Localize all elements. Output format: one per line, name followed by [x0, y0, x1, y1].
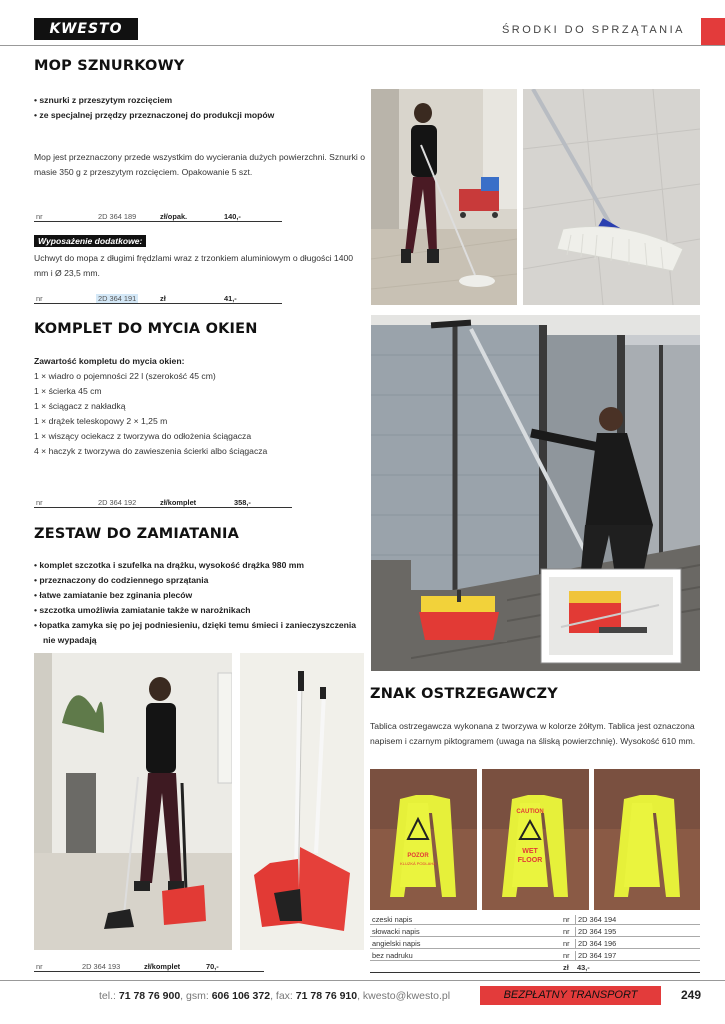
email-link[interactable]: , kwesto@kwesto.pl [357, 990, 451, 1002]
mop-bullets [34, 93, 274, 123]
mop-title: MOP SZNURKOWY [34, 58, 185, 74]
sign-text-en1: CAUTION [516, 809, 544, 815]
kit-item: 1 × ścierka 45 cm [34, 386, 102, 396]
red-bucket-image [411, 590, 507, 642]
accessory-description [34, 251, 353, 281]
table-row [370, 949, 700, 961]
mop-bullet: • ze specjalnej przędzy przeznaczonej do produkcji mopów [34, 108, 274, 123]
free-shipping-badge: BEZPŁATNY TRANSPORT [480, 986, 661, 1005]
sign-text-en3: FLOOR [517, 857, 543, 864]
accessory-desc-line: Uchwyt do mopa z długimi frędzlami wraz z trzonkiem aluminiowym o długości 1400 [34, 253, 354, 263]
window-kit-bucket [371, 560, 411, 671]
accessory-desc-line: mm i Ø 23,5 mm. [34, 268, 100, 278]
product-code[interactable]: 2D 364 197 [575, 951, 616, 960]
kit-item: 1 × wiszący ociekacz z tworzywa do odłożenia ściągacza [34, 431, 252, 441]
accessory-label: Wyposażenie dodatkowe: [34, 235, 146, 247]
mop-photo-person [371, 89, 517, 305]
variant-name: słowacki napis [372, 927, 420, 936]
nr-label: nr [563, 939, 570, 948]
price-unit: zł [563, 963, 569, 972]
sign-description [370, 719, 695, 749]
mop-price-row [34, 210, 282, 222]
sweep-bullet: • przeznaczony do codziennego sprzątania [34, 573, 356, 588]
sign-title: ZNAK OSTRZEGAWCZY [370, 686, 558, 702]
contact-info [99, 990, 450, 1002]
product-code[interactable]: 2D 364 189 [98, 212, 137, 221]
kit-item: 1 × drążek teleskopowy 2 × 1,25 m [34, 416, 168, 426]
gsm-label: , gsm: [180, 990, 209, 1002]
product-code[interactable]: 2D 364 194 [575, 915, 616, 924]
product-code[interactable]: 2D 364 196 [575, 939, 616, 948]
sign-photo-blank [594, 769, 700, 910]
price-unit: zł/opak. [160, 212, 188, 221]
kit-item: 4 × haczyk z tworzywa do zawieszenia ścierki albo ściągacza [34, 446, 268, 456]
page-header [0, 0, 725, 46]
kit-contents-label: Zawartość kompletu do mycia okien: [34, 356, 185, 366]
nr-label: nr [563, 927, 570, 936]
product-code[interactable]: 2D 364 195 [575, 927, 616, 936]
mop-bullet: • sznurki z przeszytym rozcięciem [34, 93, 274, 108]
tel-label: tel.: [99, 990, 116, 1002]
tel-number[interactable]: 71 78 76 900 [118, 990, 181, 1002]
sign-desc-line: Tablica ostrzegawcza wykonana z tworzywa w kolorze żółtym. Tablica jest oznaczona [370, 721, 695, 731]
table-row [370, 913, 700, 925]
sweep-bullet: • łopatka zamyka się po jej podniesieniu, dzięki temu śmieci i zanieczyszczenia [34, 618, 356, 633]
table-row [370, 937, 700, 949]
product-code[interactable]: 2D 364 192 [98, 498, 137, 507]
variant-name: bez nadruku [372, 951, 413, 960]
sign-photo-czech [370, 769, 477, 910]
category-title: ŚRODKI DO SPRZĄTANIA [501, 24, 685, 36]
price-unit: zł/komplet [144, 962, 181, 971]
variant-name: czeski napis [372, 915, 413, 924]
sign-desc-line: napisem i czarnym piktogramem (uwaga na śliską powierzchnię). Wysokość 610 mm. [370, 736, 696, 746]
sweep-title: ZESTAW DO ZAMIATANIA [34, 526, 240, 542]
red-corner-tab [701, 18, 725, 45]
sign-text-cz1: POZOR [407, 853, 429, 859]
price-unit: zł [160, 294, 166, 303]
sign-variants-table [370, 913, 700, 973]
nr-label: nr [563, 951, 570, 960]
mop-desc-line: Mop jest przeznaczony przede wszystkim do wycierania dużych powierzchni. Sznurki o [34, 152, 365, 162]
kit-price-row [34, 496, 292, 508]
kit-items-list [34, 369, 267, 459]
sign-text-cz2: KLUZKÁ PODLAHA [400, 861, 436, 866]
sweep-bullet-continuation: nie wypadają [43, 635, 97, 645]
sweep-bullet: • szczotka umożliwia zamiatanie także w narożnikach [34, 603, 356, 618]
price-value: 70,- [206, 962, 219, 971]
sweep-bullet: • łatwe zamiatanie bez zginania pleców [34, 588, 356, 603]
price-value: 41,- [224, 294, 237, 303]
nr-label: nr [36, 962, 43, 971]
sweep-bullets [34, 558, 356, 648]
fax-number[interactable]: 71 78 76 910 [295, 990, 358, 1002]
price-value: 358,- [234, 498, 251, 507]
nr-label: nr [36, 294, 43, 303]
mop-desc-line: masie 350 g z przeszytym rozcięciem. Opakowanie 5 szt. [34, 167, 253, 177]
price-unit: zł/komplet [160, 498, 197, 507]
table-row [370, 925, 700, 937]
sweep-bullet: • komplet szczotka i szufelka na drążku, wysokość drążka 980 mm [34, 558, 356, 573]
nr-label: nr [563, 915, 570, 924]
page-number: 249 [681, 988, 702, 1002]
sign-photo-english [482, 769, 589, 910]
price-value: 43,- [577, 963, 590, 972]
page-footer [0, 980, 725, 1024]
fax-label: , fax: [270, 990, 293, 1002]
mop-description [34, 150, 365, 180]
price-value: 140,- [224, 212, 241, 221]
price-row [370, 961, 700, 973]
kit-title: KOMPLET DO MYCIA OKIEN [34, 321, 258, 337]
gsm-number[interactable]: 606 106 372 [211, 990, 271, 1002]
sweep-photo-person [34, 653, 232, 950]
sweep-price-row [34, 960, 264, 972]
sweep-photo-product [240, 653, 364, 950]
product-code[interactable]: 2D 364 191 [98, 294, 137, 303]
kit-item: 1 × ściągacz z nakładką [34, 401, 126, 411]
sign-text-en2: WET [522, 848, 538, 855]
nr-label: nr [36, 212, 43, 221]
product-code[interactable]: 2D 364 193 [82, 962, 121, 971]
nr-label: nr [36, 498, 43, 507]
kwesto-logo[interactable]: KWESTO [34, 18, 138, 40]
mop-photo-closeup [523, 89, 700, 305]
variant-name: angielski napis [372, 939, 421, 948]
accessory-price-row [34, 292, 282, 304]
kit-item: 1 × wiadro o pojemności 22 l (szerokość 45 cm) [34, 371, 216, 381]
